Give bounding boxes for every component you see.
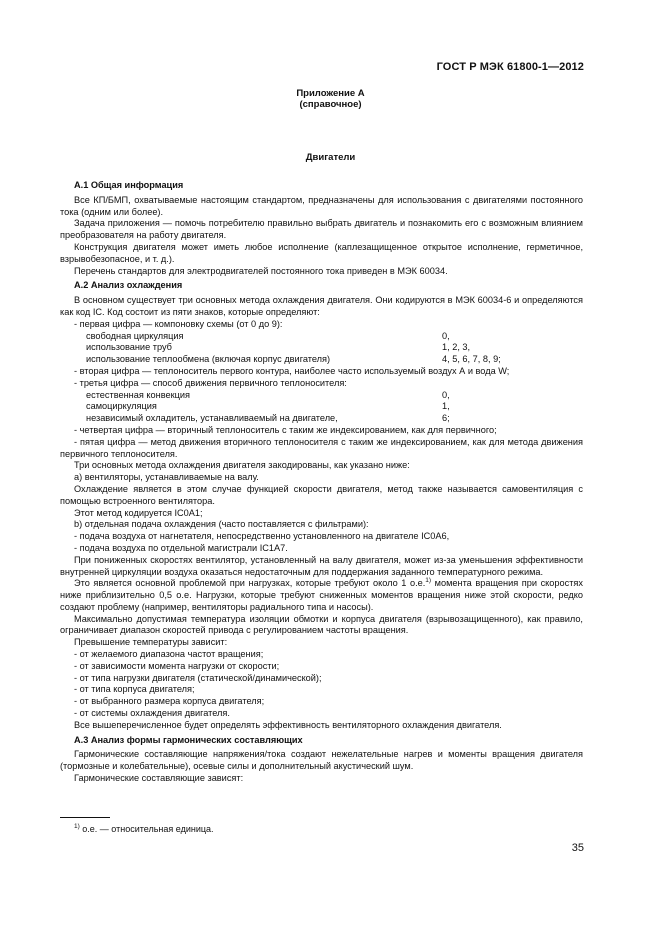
heading-a2: А.2 Анализ охлаждения (74, 280, 183, 291)
paragraph: Все КП/БМП, охватываемые настоящим стандартом, предназначены для использования с двигателями постоянного тока (одним или более). (60, 194, 583, 217)
list-item: - от системы охлаждения двигателя. (74, 708, 230, 719)
paragraph: Перечень стандартов для электродвигателей постоянного тока приведен в МЭК 60034. (74, 265, 448, 276)
list-item: - вторая цифра — теплоноситель первого контура, наиболее часто используемый воздух А и вода W; (74, 365, 510, 376)
list-item: - от выбранного размера корпуса двигателя; (74, 696, 265, 707)
list-item: - от типа нагрузки двигателя (статической/динамической); (74, 672, 322, 683)
page-number: 35 (571, 842, 584, 854)
list-item: - третья цифра — способ движения первичного теплоносителя: (74, 377, 347, 388)
paragraph: Максимально допустимая температура изоляции обмотки и корпуса двигателя (взрывозащищенного), как правило, ограничивает диапазон скоростей привода с регулированием частоты вращения. (60, 613, 583, 636)
code-row: свободная циркуляция 0, (86, 330, 450, 341)
code-row: независимый охладитель, устанавливаемый на двигателе, 6; (86, 413, 450, 424)
code-row: использование теплообмена (включая корпус двигателя) 4, 5, 6, 7, 8, 9; (86, 354, 501, 365)
heading-a3: А.3 Анализ формы гармонических составляющих (74, 734, 303, 745)
footnote-mark: 1) (74, 823, 80, 830)
section-title: Двигатели (305, 152, 356, 163)
paragraph: При пониженных скоростях вентилятор, установленный на валу двигателя, может из-за уменьшения эффективности внутренней циркуляции воздуха оказаться недостаточным для поддержания заданного температурного режима. (60, 554, 583, 577)
paragraph: b) отдельная подача охлаждения (часто поставляется с фильтрами): (74, 519, 369, 530)
footnote-ref: 1) (425, 577, 432, 585)
list-item: - от зависимости момента нагрузки от скорости; (74, 660, 280, 671)
code-row: использование труб 1, 2, 3, (86, 342, 471, 353)
document-body (60, 177, 583, 785)
list-item: - пятая цифра — метод движения вторичного теплоносителя с таким же индексированием, как для метода движения первичного теплоносителя. (60, 436, 583, 459)
appendix-title: Приложение А (296, 88, 365, 99)
list-item: - от типа корпуса двигателя; (74, 684, 195, 695)
paragraph: а) вентиляторы, устанавливаемые на валу. (74, 472, 259, 483)
paragraph: Этот метод кодируется IC0A1; (74, 507, 203, 518)
list-item: - подача воздуха от нагнетателя, непосредственно установленного на двигателе IC0A6, (74, 531, 450, 542)
paragraph: Превышение температуры зависит: (74, 637, 228, 648)
list-item: - четвертая цифра — вторичный теплоноситель с таким же индексированием, как для первичного; (74, 424, 497, 435)
footnote-divider (60, 817, 110, 818)
paragraph: Три основных метода охлаждения двигателя закодированы, как указано ниже: (74, 460, 410, 471)
footnote: $^{1)}$ о.е. — относительная единица. (74, 823, 214, 834)
list-item: - от желаемого диапазона частот вращения; (74, 649, 264, 660)
paragraph: Охлаждение является в этом случае функцией скорости двигателя, метод также называется самовентиляция с помощью встроенного вентилятора. (60, 483, 583, 506)
document-id-header: ГОСТ Р МЭК 61800-1—2012 (436, 61, 584, 73)
list-item: - первая цифра — компоновку схемы (от 0 до 9): (74, 318, 283, 329)
paragraph: Это является основной проблемой при нагрузках, которые требуют около 1 о.е.$^{1)}$ момента вращения при скоростях ниже приблизительно 0,5 о.е. Нагрузки, которые требуют сниженных моментов вращения ниже этой скорости, редко создают проблему (например, вентиляторы радиального типа и насосы). (60, 577, 583, 612)
heading-a1: А.1 Общая информация (74, 180, 184, 190)
code-row: естественная конвекция 0, (86, 389, 450, 400)
paragraph: В основном существует три основных метода охлаждения двигателя. Они кодируются в МЭК 60034-6 и определяются как код IC. Код состоит из пяти знаков, которые определяют: (60, 295, 583, 317)
paragraph: Гармонические составляющие зависят: (74, 773, 244, 784)
paragraph: Все вышеперечисленное будет определять эффективность вентиляторного охлаждения двигателя. (74, 719, 502, 730)
paragraph: Конструкция двигателя может иметь любое исполнение (каплезащищенное открытое исполнение, герметичное, взрывобезопасное, и т. д.). (60, 241, 583, 264)
appendix-subtitle: (справочное) (299, 99, 362, 110)
list-item: - подача воздуха по отдельной магистрали IC1A7. (74, 542, 288, 553)
paragraph: Задача приложения — помочь потребителю правильно выбрать двигатель и познакомить его с возможным влиянием преобразователя на работу двигателя. (60, 218, 583, 241)
code-row: самоциркуляция 1, (86, 401, 450, 412)
paragraph: Гармонические составляющие напряжения/тока создают нежелательные нагрев и моменты вращения двигателя (тормозные и колебательные), осевые силы и дополнительный акустический шум. (60, 749, 583, 772)
